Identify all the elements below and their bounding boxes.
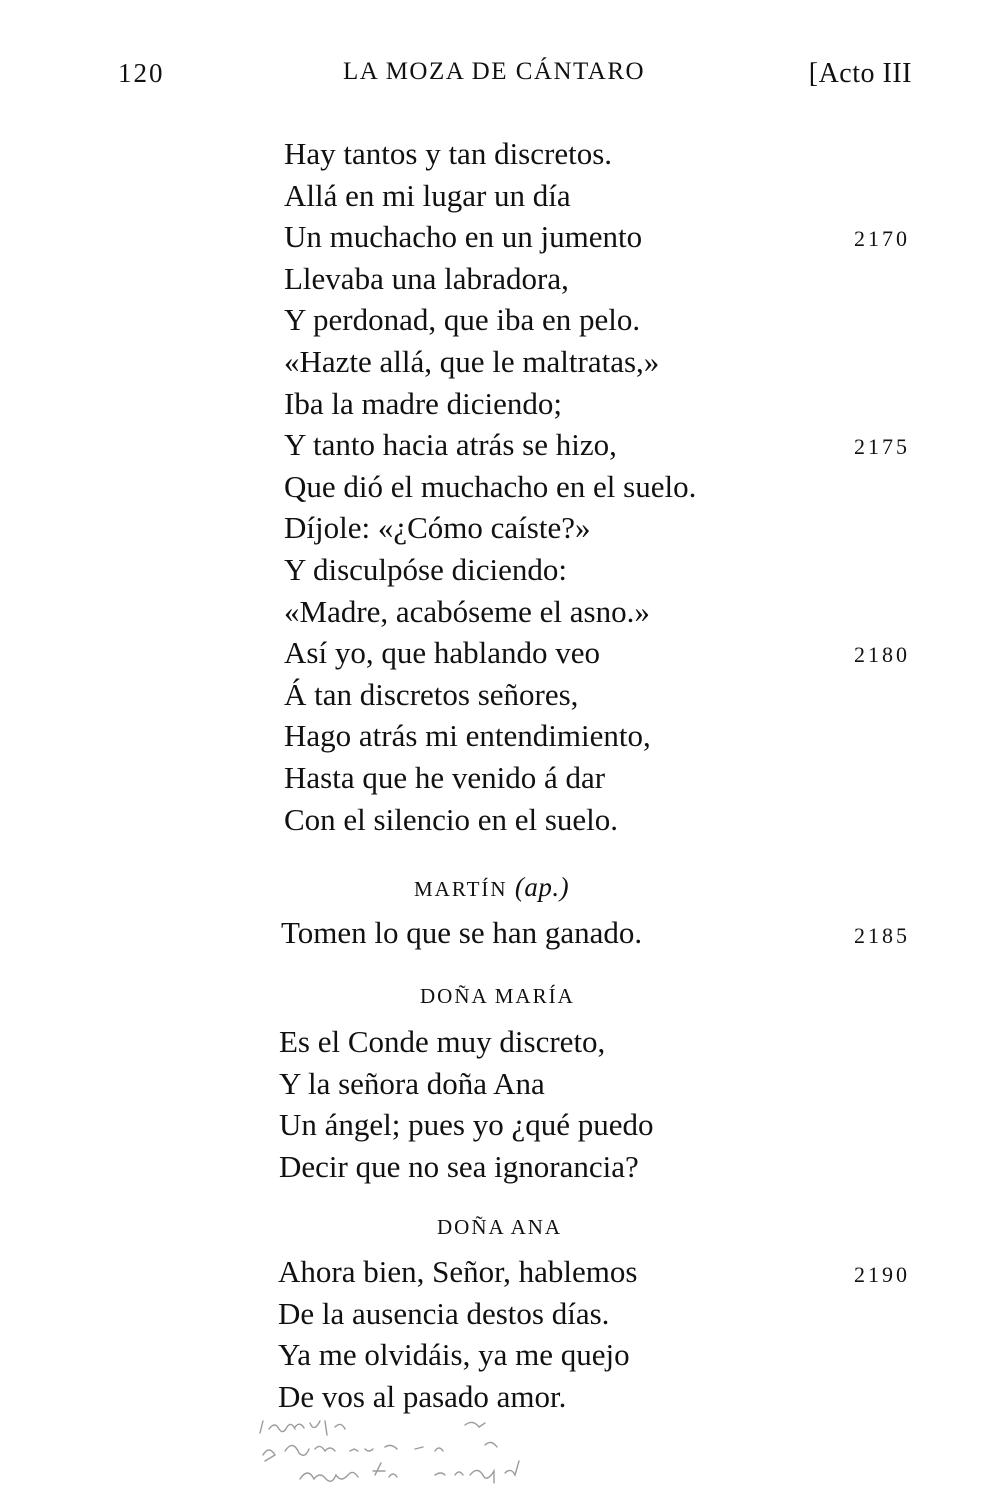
- verse-line: Iba la madre diciendo;: [284, 385, 563, 421]
- verse-line: Un muchacho en un jumento: [284, 219, 643, 255]
- verse-line: «Hazte allá, que le maltratas,»: [284, 343, 660, 379]
- verse-line: Y la señora doña Ana: [279, 1065, 545, 1101]
- verse-block-martin: [281, 912, 642, 954]
- verse-line: Ahora bien, Señor, hablemos: [278, 1254, 638, 1289]
- verse-line: Y tanto hacia atrás se hizo,: [284, 427, 617, 463]
- stage-direction-aside: (ap.): [514, 872, 570, 902]
- line-number-2175: 2175: [854, 434, 910, 459]
- speaker-name: MARTÍN: [414, 877, 508, 901]
- verse-line: Ya me olvidáis, ya me quejo: [278, 1337, 630, 1373]
- verse-line: Hasta que he venido á dar: [284, 759, 606, 795]
- verse-line: Tomen lo que se han ganado.: [281, 915, 643, 950]
- verse-block-ana: [278, 1251, 637, 1417]
- verse-line: Á tan discretos señores,: [284, 676, 579, 712]
- verse-line: De vos al pasado amor.: [278, 1378, 567, 1414]
- verse-block-maria: [279, 1021, 653, 1187]
- line-number-2170: 2170: [854, 226, 910, 251]
- verse-line: Hay tantos y tan discretos.: [284, 136, 613, 171]
- speaker-martin: [414, 872, 569, 903]
- verse-line: Hago atrás mi entendimiento,: [284, 718, 651, 754]
- running-head: [0, 58, 1000, 98]
- running-title: LA MOZA DE CÁNTARO: [343, 58, 646, 85]
- verse-block-1: [284, 133, 696, 840]
- verse-line: Allá en mi lugar un día: [284, 177, 571, 213]
- line-number-2190: 2190: [854, 1262, 910, 1287]
- line-number-2180: 2180: [854, 642, 910, 667]
- verse-line: Y perdonad, que iba en pelo.: [284, 302, 641, 338]
- verse-line: Con el silencio en el suelo.: [284, 801, 619, 837]
- verse-line: De la ausencia destos días.: [278, 1295, 610, 1331]
- page-number: 120: [118, 58, 165, 88]
- act-label: [Acto III: [808, 58, 912, 89]
- verse-line: Y disculpóse diciendo:: [284, 551, 567, 587]
- speaker-dona-ana: [437, 1215, 562, 1240]
- verse-line: «Madre, acabóseme el asno.»: [284, 593, 650, 629]
- verse-line: Así yo, que hablando veo: [284, 635, 600, 671]
- verse-line: Díjole: «¿Cómo caíste?»: [284, 510, 591, 546]
- line-number-2185: 2185: [854, 923, 910, 948]
- speaker-name: DOÑA MARÍA: [420, 984, 575, 1008]
- speaker-name: DOÑA ANA: [437, 1215, 563, 1239]
- verse-line: Llevaba una labradora,: [284, 260, 569, 296]
- verse-line: Un ángel; pues yo ¿qué puedo: [279, 1107, 654, 1143]
- verse-line: Que dió el muchacho en el suelo.: [284, 468, 697, 504]
- verse-line: Decir que no sea ignorancia?: [279, 1148, 639, 1184]
- handwritten-annotation: [255, 1415, 575, 1495]
- verse-line: Es el Conde muy discreto,: [279, 1024, 606, 1059]
- speaker-dona-maria: [420, 984, 575, 1009]
